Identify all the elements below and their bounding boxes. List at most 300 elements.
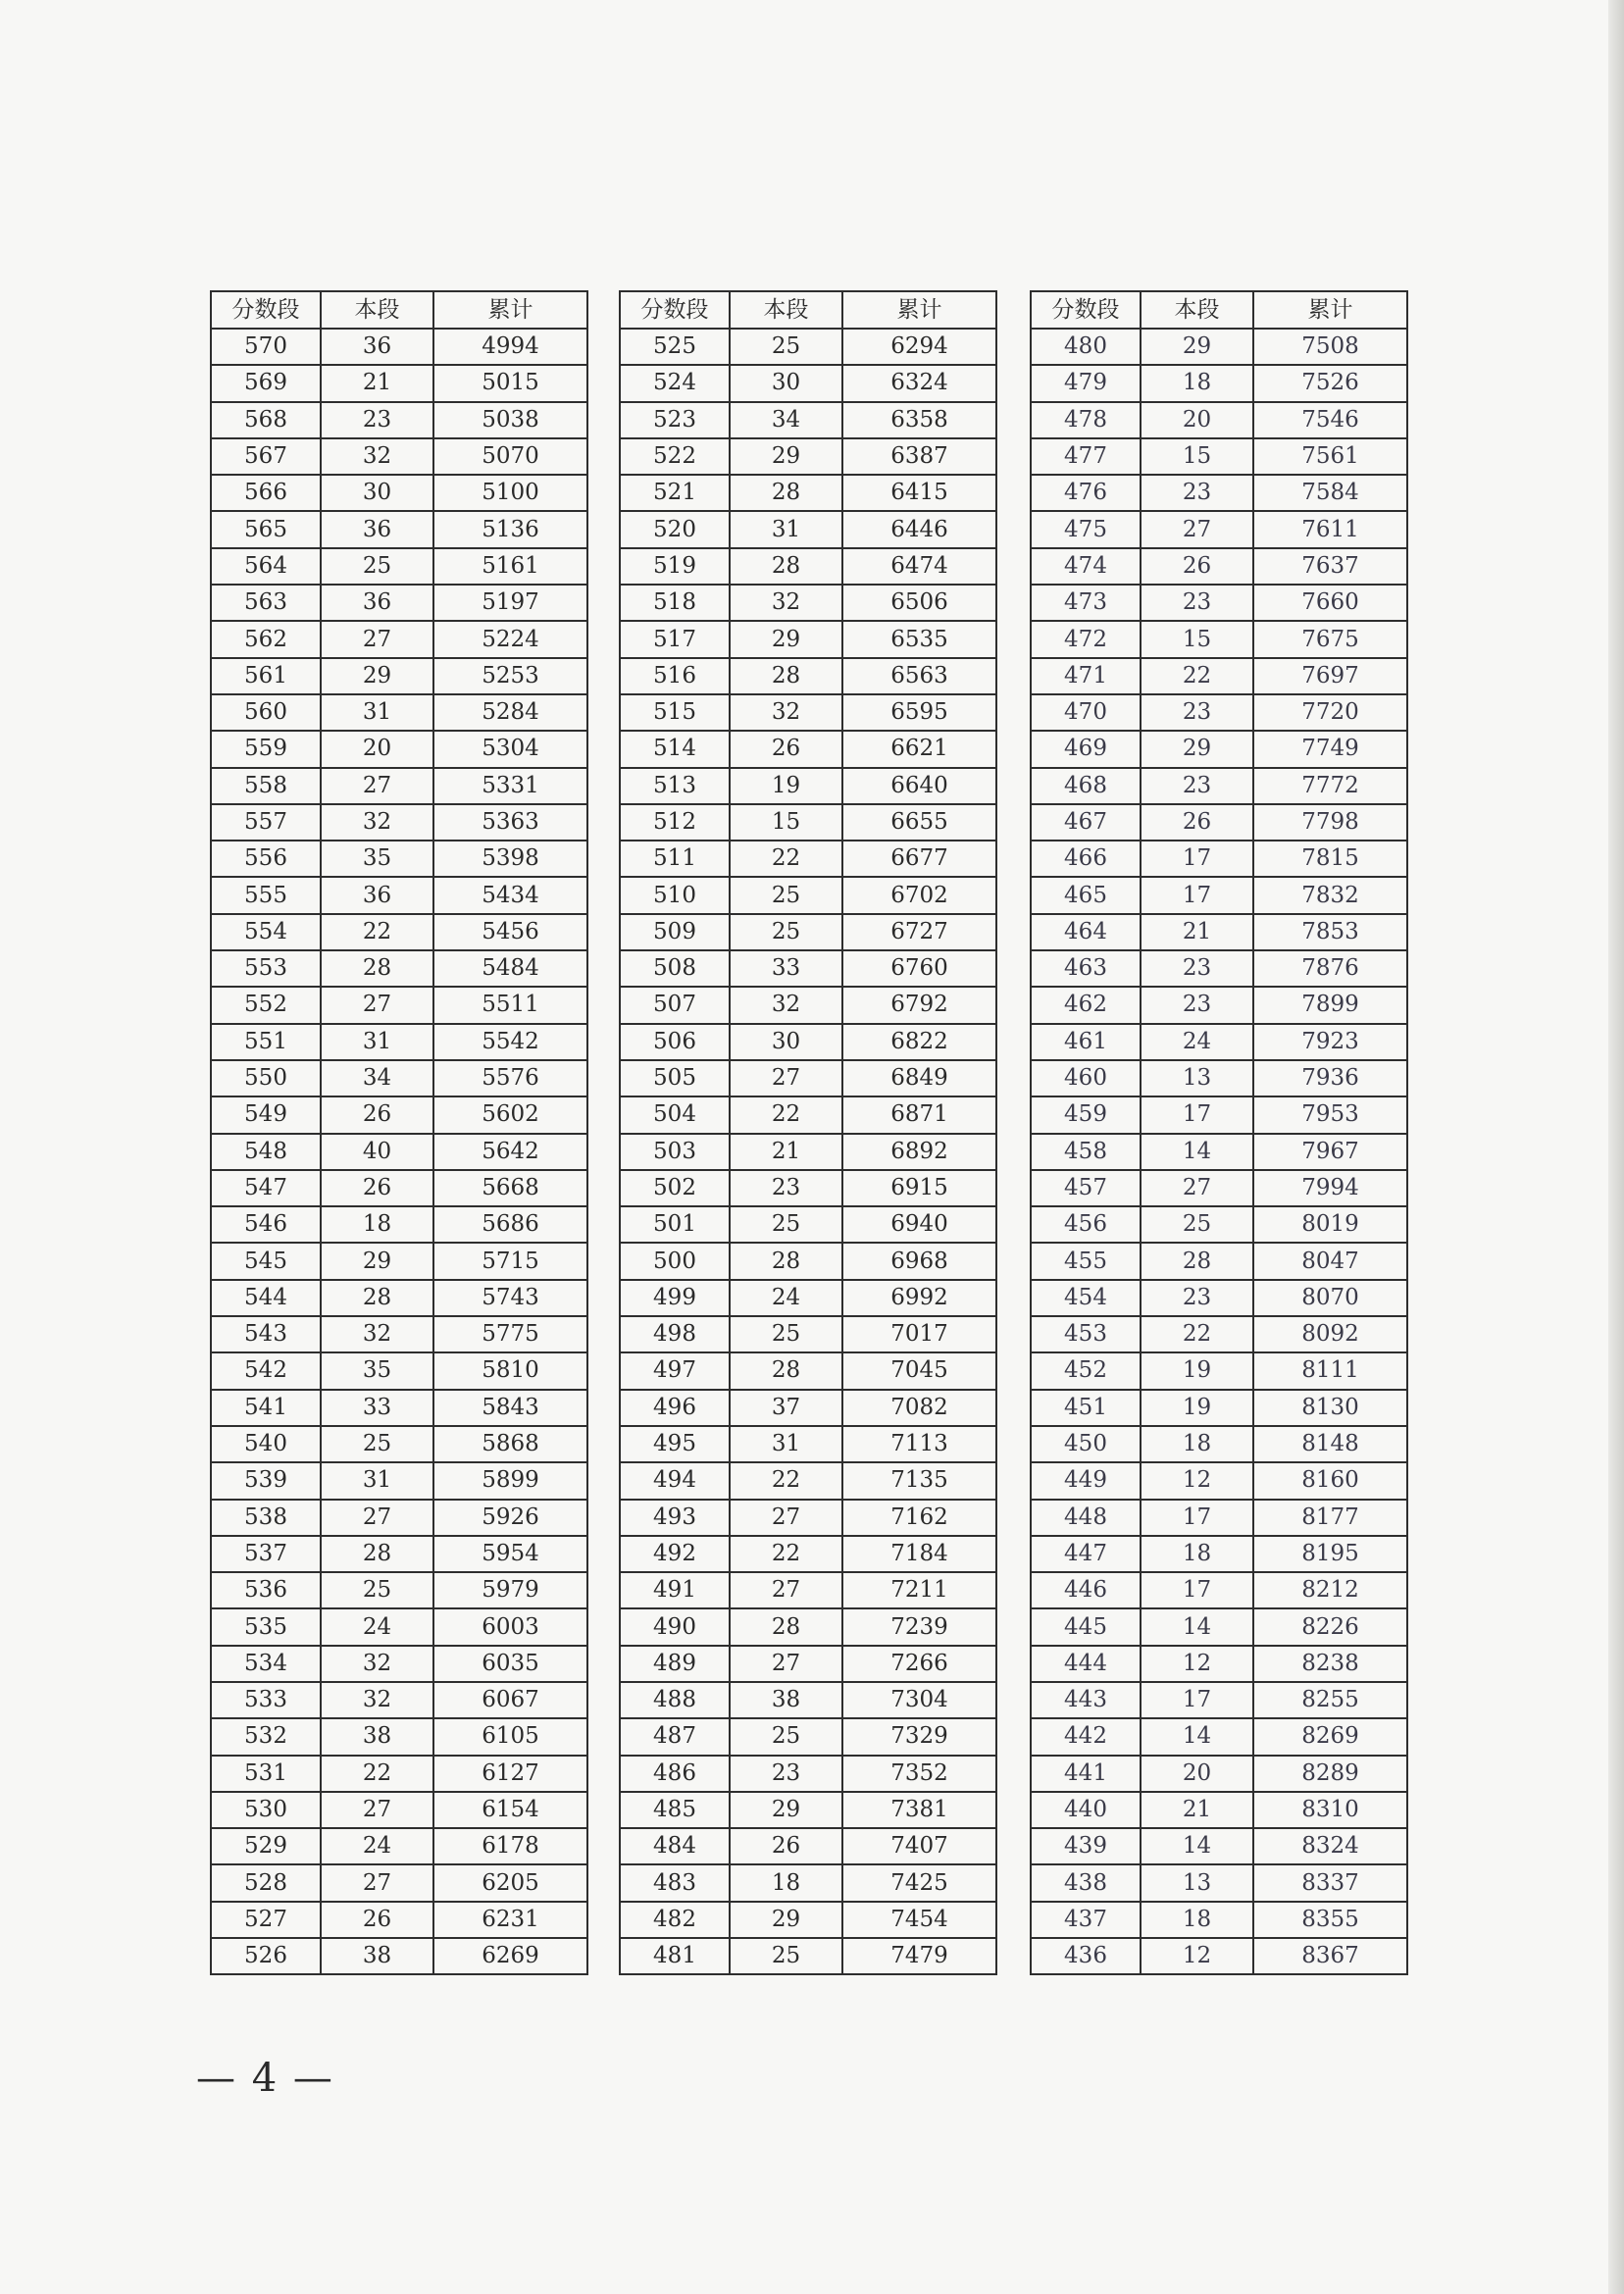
header-cumulative: 累计 [1253,291,1407,329]
table-row [1031,475,1407,511]
table-row [211,621,587,657]
table-row [211,1096,587,1133]
cell-score-range: 537 [211,1536,321,1572]
table-row [1031,438,1407,475]
cell-segment-count: 20 [321,731,433,767]
header-segment-count: 本段 [321,291,433,329]
cell-segment-count: 22 [730,1096,842,1133]
cell-cumulative: 7211 [842,1572,996,1608]
cell-score-range: 484 [620,1828,730,1864]
cell-score-range: 496 [620,1390,730,1426]
cell-cumulative: 5576 [433,1060,587,1096]
cell-segment-count: 28 [730,658,842,694]
cell-score-range: 442 [1031,1718,1141,1755]
table-row [620,1170,996,1206]
cell-segment-count: 30 [730,365,842,401]
cell-segment-count: 27 [321,1500,433,1536]
header-segment-count: 本段 [1141,291,1253,329]
cell-segment-count: 25 [730,877,842,913]
cell-segment-count: 25 [730,329,842,365]
cell-segment-count: 27 [730,1572,842,1608]
cell-segment-count: 26 [1141,548,1253,585]
cell-segment-count: 26 [730,731,842,767]
cell-cumulative: 6640 [842,768,996,804]
cell-cumulative: 6294 [842,329,996,365]
cell-score-range: 436 [1031,1938,1141,1974]
cell-score-range: 570 [211,329,321,365]
cell-cumulative: 8226 [1253,1608,1407,1645]
cell-segment-count: 38 [321,1718,433,1755]
table-row [211,804,587,841]
cell-segment-count: 23 [730,1170,842,1206]
table-row [211,475,587,511]
header-cumulative: 累计 [433,291,587,329]
cell-cumulative: 5070 [433,438,587,475]
cell-cumulative: 6822 [842,1024,996,1060]
cell-cumulative: 5136 [433,511,587,547]
cell-score-range: 450 [1031,1426,1141,1462]
table-row [620,841,996,877]
cell-cumulative: 6677 [842,841,996,877]
cell-cumulative: 5038 [433,402,587,438]
table-row [211,1243,587,1279]
cell-cumulative: 5926 [433,1500,587,1536]
cell-cumulative: 7381 [842,1792,996,1828]
table-row [211,1352,587,1389]
cell-cumulative: 6154 [433,1792,587,1828]
cell-cumulative: 8047 [1253,1243,1407,1279]
table-row [211,1316,587,1352]
table-row [620,1682,996,1718]
cell-score-range: 445 [1031,1608,1141,1645]
cell-score-range: 461 [1031,1024,1141,1060]
table-row [1031,1060,1407,1096]
cell-score-range: 568 [211,402,321,438]
table-row [211,658,587,694]
cell-cumulative: 5602 [433,1096,587,1133]
cell-segment-count: 21 [1141,914,1253,950]
cell-cumulative: 5284 [433,694,587,731]
cell-cumulative: 6871 [842,1096,996,1133]
table-row [620,877,996,913]
cell-cumulative: 6760 [842,950,996,987]
cell-cumulative: 7675 [1253,621,1407,657]
cell-segment-count: 20 [1141,402,1253,438]
cell-score-range: 454 [1031,1280,1141,1316]
cell-segment-count: 35 [321,841,433,877]
cell-segment-count: 23 [1141,768,1253,804]
cell-score-range: 547 [211,1170,321,1206]
cell-cumulative: 7239 [842,1608,996,1645]
cell-segment-count: 18 [1141,1902,1253,1938]
cell-segment-count: 29 [730,1902,842,1938]
cell-segment-count: 32 [730,585,842,621]
table-row [211,511,587,547]
cell-score-range: 517 [620,621,730,657]
table-row [1031,511,1407,547]
cell-cumulative: 7936 [1253,1060,1407,1096]
cell-cumulative: 6563 [842,658,996,694]
cell-score-range: 469 [1031,731,1141,767]
table-row [211,548,587,585]
cell-segment-count: 21 [1141,1792,1253,1828]
table-row [211,1024,587,1060]
table-row [1031,1608,1407,1645]
table-row [620,731,996,767]
cell-segment-count: 38 [730,1682,842,1718]
cell-cumulative: 5434 [433,877,587,913]
cell-score-range: 473 [1031,585,1141,621]
cell-cumulative: 7135 [842,1462,996,1499]
cell-score-range: 494 [620,1462,730,1499]
table-row [211,1390,587,1426]
cell-score-range: 545 [211,1243,321,1279]
table-row [1031,1096,1407,1133]
cell-segment-count: 19 [1141,1390,1253,1426]
cell-score-range: 465 [1031,877,1141,913]
cell-segment-count: 27 [730,1060,842,1096]
table-row [620,804,996,841]
cell-segment-count: 22 [1141,1316,1253,1352]
cell-segment-count: 27 [321,987,433,1023]
table-row [211,365,587,401]
cell-score-range: 525 [620,329,730,365]
cell-cumulative: 6727 [842,914,996,950]
table-row [620,1316,996,1352]
cell-cumulative: 5810 [433,1352,587,1389]
cell-segment-count: 34 [321,1060,433,1096]
cell-score-range: 549 [211,1096,321,1133]
table-row [620,1718,996,1755]
header-cumulative: 累计 [842,291,996,329]
cell-cumulative: 7162 [842,1500,996,1536]
cell-segment-count: 32 [321,1316,433,1352]
cell-score-range: 468 [1031,768,1141,804]
cell-score-range: 479 [1031,365,1141,401]
cell-score-range: 508 [620,950,730,987]
table-row [1031,621,1407,657]
cell-cumulative: 5224 [433,621,587,657]
cell-segment-count: 20 [1141,1756,1253,1792]
table-row [620,914,996,950]
cell-segment-count: 13 [1141,1060,1253,1096]
cell-score-range: 447 [1031,1536,1141,1572]
cell-score-range: 543 [211,1316,321,1352]
table-row [620,1828,996,1864]
table-row [1031,1170,1407,1206]
cell-segment-count: 38 [321,1938,433,1974]
table-row [211,1060,587,1096]
cell-score-range: 513 [620,768,730,804]
cell-segment-count: 19 [730,768,842,804]
cell-segment-count: 24 [321,1608,433,1645]
table-row [1031,1462,1407,1499]
table-row [1031,804,1407,841]
cell-cumulative: 5686 [433,1206,587,1243]
cell-segment-count: 25 [321,548,433,585]
cell-score-range: 482 [620,1902,730,1938]
cell-score-range: 558 [211,768,321,804]
cell-segment-count: 22 [1141,658,1253,694]
cell-cumulative: 6849 [842,1060,996,1096]
cell-segment-count: 26 [1141,804,1253,841]
cell-score-range: 538 [211,1500,321,1536]
cell-cumulative: 6231 [433,1902,587,1938]
table-row [620,511,996,547]
cell-cumulative: 5868 [433,1426,587,1462]
table-row [1031,1646,1407,1682]
header-row [211,291,587,329]
table-row [1031,841,1407,877]
cell-cumulative: 5899 [433,1462,587,1499]
cell-score-range: 510 [620,877,730,913]
cell-score-range: 557 [211,804,321,841]
table-row [620,1426,996,1462]
cell-segment-count: 28 [730,548,842,585]
cell-score-range: 478 [1031,402,1141,438]
table-row [1031,768,1407,804]
cell-segment-count: 17 [1141,877,1253,913]
header-score-range: 分数段 [1031,291,1141,329]
cell-cumulative: 6915 [842,1170,996,1206]
cell-cumulative: 6067 [433,1682,587,1718]
cell-segment-count: 22 [730,1536,842,1572]
cell-cumulative: 5253 [433,658,587,694]
cell-score-range: 529 [211,1828,321,1864]
cell-cumulative: 7546 [1253,402,1407,438]
cell-cumulative: 6003 [433,1608,587,1645]
table-row [211,402,587,438]
cell-cumulative: 5015 [433,365,587,401]
cell-cumulative: 6358 [842,402,996,438]
cell-score-range: 540 [211,1426,321,1462]
cell-cumulative: 6655 [842,804,996,841]
cell-cumulative: 5197 [433,585,587,621]
cell-score-range: 483 [620,1864,730,1901]
cell-score-range: 498 [620,1316,730,1352]
table-row [620,438,996,475]
cell-score-range: 440 [1031,1792,1141,1828]
table-row [620,1134,996,1170]
table-row [1031,365,1407,401]
table-row [1031,658,1407,694]
cell-cumulative: 6446 [842,511,996,547]
cell-score-range: 567 [211,438,321,475]
cell-score-range: 481 [620,1938,730,1974]
cell-score-range: 490 [620,1608,730,1645]
table-row [620,1280,996,1316]
cell-cumulative: 6474 [842,548,996,585]
cell-score-range: 466 [1031,841,1141,877]
cell-score-range: 486 [620,1756,730,1792]
cell-score-range: 534 [211,1646,321,1682]
table-row [1031,1352,1407,1389]
cell-segment-count: 24 [321,1828,433,1864]
cell-segment-count: 36 [321,329,433,365]
cell-segment-count: 22 [321,1756,433,1792]
cell-segment-count: 15 [1141,438,1253,475]
cell-segment-count: 18 [1141,365,1253,401]
cell-score-range: 492 [620,1536,730,1572]
cell-score-range: 523 [620,402,730,438]
table-row [1031,1206,1407,1243]
table-row [1031,1316,1407,1352]
table-row [1031,585,1407,621]
cell-score-range: 467 [1031,804,1141,841]
header-score-range: 分数段 [211,291,321,329]
cell-cumulative: 7772 [1253,768,1407,804]
cell-segment-count: 22 [321,914,433,950]
table-row [1031,950,1407,987]
cell-segment-count: 31 [321,694,433,731]
table-row [1031,1902,1407,1938]
cell-score-range: 527 [211,1902,321,1938]
cell-score-range: 505 [620,1060,730,1096]
cell-cumulative: 7953 [1253,1096,1407,1133]
cell-score-range: 441 [1031,1756,1141,1792]
cell-cumulative: 7660 [1253,585,1407,621]
cell-score-range: 515 [620,694,730,731]
cell-cumulative: 8269 [1253,1718,1407,1755]
table-row [211,987,587,1023]
table-row [1031,731,1407,767]
cell-segment-count: 12 [1141,1646,1253,1682]
cell-cumulative: 7815 [1253,841,1407,877]
cell-cumulative: 8092 [1253,1316,1407,1352]
cell-cumulative: 7407 [842,1828,996,1864]
cell-cumulative: 8355 [1253,1902,1407,1938]
cell-score-range: 437 [1031,1902,1141,1938]
cell-score-range: 499 [620,1280,730,1316]
cell-segment-count: 18 [730,1864,842,1901]
table-row [211,1206,587,1243]
table-row [211,438,587,475]
table-row [211,585,587,621]
page-number: — 4 — [196,2056,334,2101]
table-row [1031,1572,1407,1608]
cell-cumulative: 8177 [1253,1500,1407,1536]
cell-cumulative: 7352 [842,1756,996,1792]
cell-segment-count: 12 [1141,1938,1253,1974]
table-row [620,768,996,804]
cell-segment-count: 27 [321,621,433,657]
table-row [1031,1864,1407,1901]
cell-cumulative: 7017 [842,1316,996,1352]
cell-score-range: 531 [211,1756,321,1792]
cell-score-range: 518 [620,585,730,621]
header-score-range: 分数段 [620,291,730,329]
cell-segment-count: 25 [730,1206,842,1243]
cell-segment-count: 26 [321,1096,433,1133]
table-row [1031,548,1407,585]
cell-segment-count: 29 [321,658,433,694]
cell-segment-count: 23 [1141,950,1253,987]
table-row [211,1756,587,1792]
cell-segment-count: 23 [1141,585,1253,621]
cell-segment-count: 19 [1141,1352,1253,1389]
cell-cumulative: 8130 [1253,1390,1407,1426]
table-row [620,1608,996,1645]
table-row [211,1134,587,1170]
table-row [620,365,996,401]
cell-cumulative: 5715 [433,1243,587,1279]
table-row [620,1756,996,1792]
cell-cumulative: 7749 [1253,731,1407,767]
table-row [620,1243,996,1279]
table-row [620,987,996,1023]
table-row [211,1792,587,1828]
cell-cumulative: 6702 [842,877,996,913]
cell-cumulative: 5456 [433,914,587,950]
cell-cumulative: 7479 [842,1938,996,1974]
cell-segment-count: 36 [321,585,433,621]
cell-segment-count: 35 [321,1352,433,1389]
cell-segment-count: 32 [321,1682,433,1718]
cell-cumulative: 8070 [1253,1280,1407,1316]
cell-cumulative: 6506 [842,585,996,621]
cell-cumulative: 6940 [842,1206,996,1243]
cell-segment-count: 12 [1141,1462,1253,1499]
cell-segment-count: 26 [321,1170,433,1206]
cell-score-range: 485 [620,1792,730,1828]
cell-segment-count: 27 [1141,1170,1253,1206]
cell-segment-count: 29 [730,438,842,475]
cell-segment-count: 30 [730,1024,842,1060]
table-row [1031,987,1407,1023]
cell-cumulative: 6387 [842,438,996,475]
cell-cumulative: 6892 [842,1134,996,1170]
cell-cumulative: 6269 [433,1938,587,1974]
cell-score-range: 470 [1031,694,1141,731]
cell-segment-count: 29 [730,621,842,657]
table-row [620,402,996,438]
cell-score-range: 453 [1031,1316,1141,1352]
cell-cumulative: 5775 [433,1316,587,1352]
cell-score-range: 504 [620,1096,730,1133]
cell-cumulative: 6324 [842,365,996,401]
cell-score-range: 565 [211,511,321,547]
cell-segment-count: 28 [730,1243,842,1279]
cell-score-range: 462 [1031,987,1141,1023]
cell-cumulative: 8310 [1253,1792,1407,1828]
cell-segment-count: 36 [321,511,433,547]
cell-segment-count: 29 [1141,329,1253,365]
cell-score-range: 551 [211,1024,321,1060]
cell-score-range: 563 [211,585,321,621]
cell-segment-count: 14 [1141,1608,1253,1645]
table-row [1031,1134,1407,1170]
cell-segment-count: 14 [1141,1718,1253,1755]
table-row [211,1646,587,1682]
cell-segment-count: 15 [730,804,842,841]
cell-segment-count: 18 [1141,1426,1253,1462]
cell-score-range: 497 [620,1352,730,1389]
cell-cumulative: 5484 [433,950,587,987]
cell-cumulative: 6792 [842,987,996,1023]
cell-score-range: 459 [1031,1096,1141,1133]
cell-cumulative: 5304 [433,731,587,767]
cell-segment-count: 28 [321,950,433,987]
cell-cumulative: 7720 [1253,694,1407,731]
table-row [1031,402,1407,438]
cell-segment-count: 23 [1141,987,1253,1023]
cell-segment-count: 34 [730,402,842,438]
cell-cumulative: 6992 [842,1280,996,1316]
cell-segment-count: 31 [730,1426,842,1462]
table-row [620,621,996,657]
cell-cumulative: 7637 [1253,548,1407,585]
table-row [620,475,996,511]
